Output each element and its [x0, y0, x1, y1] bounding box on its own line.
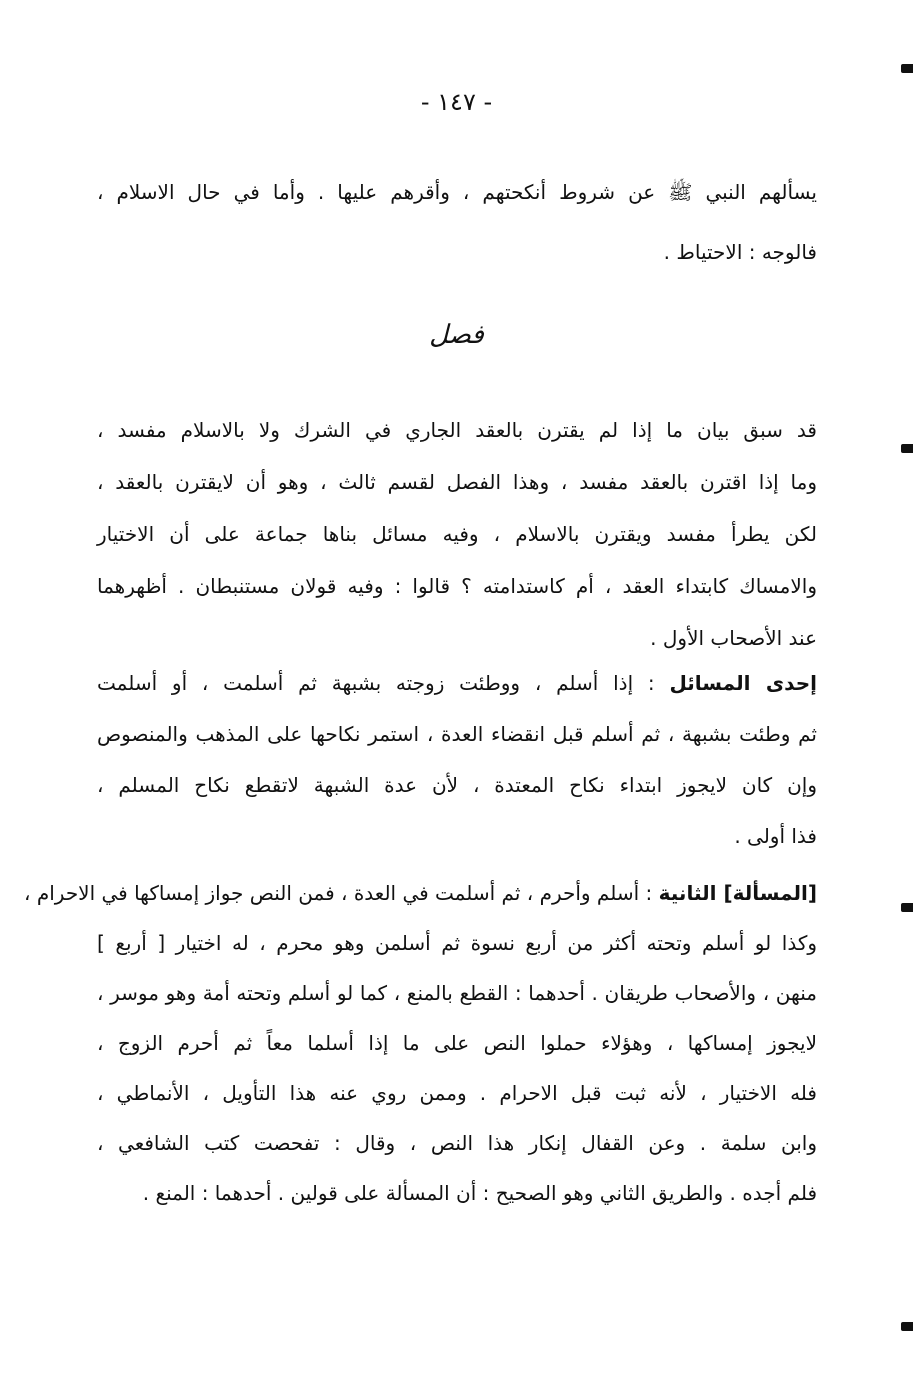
- text-line-rest: : أسلم وأحرم ، ثم أسلمت في العدة ، فمن النص جواز إمساكها في الاحرام ،: [24, 881, 659, 905]
- paragraph-intro: [97, 404, 817, 664]
- page-number: - ١٤٧ -: [420, 88, 493, 116]
- text-line: قد سبق بيان ما إذا لم يقترن بالعقد الجاري في الشرك ولا بالاسلام مفسد ،: [97, 418, 817, 442]
- paragraph-first-issue: [97, 658, 817, 862]
- text-line: فالوجه : الاحتياط .: [663, 240, 817, 264]
- text-line: [97, 658, 817, 709]
- text-line: ثم وطئت بشبهة ، ثم أسلم قبل انقضاء العدة ، استمر نكاحها على المذهب والمنصوص: [97, 722, 817, 746]
- text-line: لكن يطرأ مفسد ويقترن بالاسلام ، وفيه مسائل بناها جماعة على أن الاختيار: [97, 522, 817, 546]
- scan-edge-mark: [901, 903, 913, 912]
- text-line: وابن سلمة . وعن القفال إنكار هذا النص ، وقال : تفحصت كتب الشافعي ،: [97, 1131, 817, 1155]
- text-line: [24, 868, 817, 918]
- text-line: لايجوز إمساكها ، وهؤلاء حملوا النص على ما إذا أسلما معاً ثم أحرم الزوج ،: [97, 1031, 817, 1055]
- scan-edge-mark: [901, 444, 913, 453]
- paragraph-second-issue: [24, 868, 817, 1218]
- issue-title: إحدى المسائل: [669, 671, 817, 695]
- opening-paragraph: [97, 162, 817, 282]
- scan-edge-mark: [901, 1322, 913, 1331]
- text-line: وما إذا اقترن بالعقد مفسد ، وهذا الفصل لقسم ثالث ، وهو أن لايقترن بالعقد ،: [97, 470, 817, 494]
- text-line: فلم أجده . والطريق الثاني وهو الصحيح : أن المسألة على قولين . أحدهما : المنع .: [142, 1181, 817, 1205]
- scan-edge-mark: [901, 64, 913, 73]
- section-heading: فصل: [429, 320, 484, 350]
- text-line: يسألهم النبي ﷺ عن شروط أنكحتهم ، وأقرهم عليها . وأما في حال الاسلام ،: [97, 180, 817, 204]
- text-line: وإن كان لايجوز ابتداء نكاح المعتدة ، لأن عدة الشبهة لاتقطع نكاح المسلم ،: [97, 773, 817, 797]
- text-line: فذا أولى .: [734, 824, 817, 848]
- text-line: عند الأصحاب الأول .: [650, 626, 817, 650]
- text-line-rest: : إذا أسلم ، ووطئت زوجته بشبهة ثم أسلمت ، أو أسلمت: [97, 671, 670, 695]
- text-line: وكذا لو أسلم وتحته أكثر من أربع نسوة ثم أسلمن وهو محرم ، له اختيار [ أربع ]: [97, 931, 817, 955]
- text-line: فله الاختيار ، لأنه ثبت قبل الاحرام . وممن روي عنه هذا التأويل ، الأنماطي ،: [97, 1081, 817, 1105]
- text-line: والامساك كابتداء العقد ، أم كاستدامته ؟ قالوا : وفيه قولان مستنبطان . أظهرهما: [97, 574, 817, 598]
- text-line: منهن ، والأصحاب طريقان . أحدهما : القطع بالمنع ، كما لو أسلم وتحته أمة وهو موسر ،: [97, 981, 817, 1005]
- issue-title: [المسألة] الثانية: [658, 881, 817, 905]
